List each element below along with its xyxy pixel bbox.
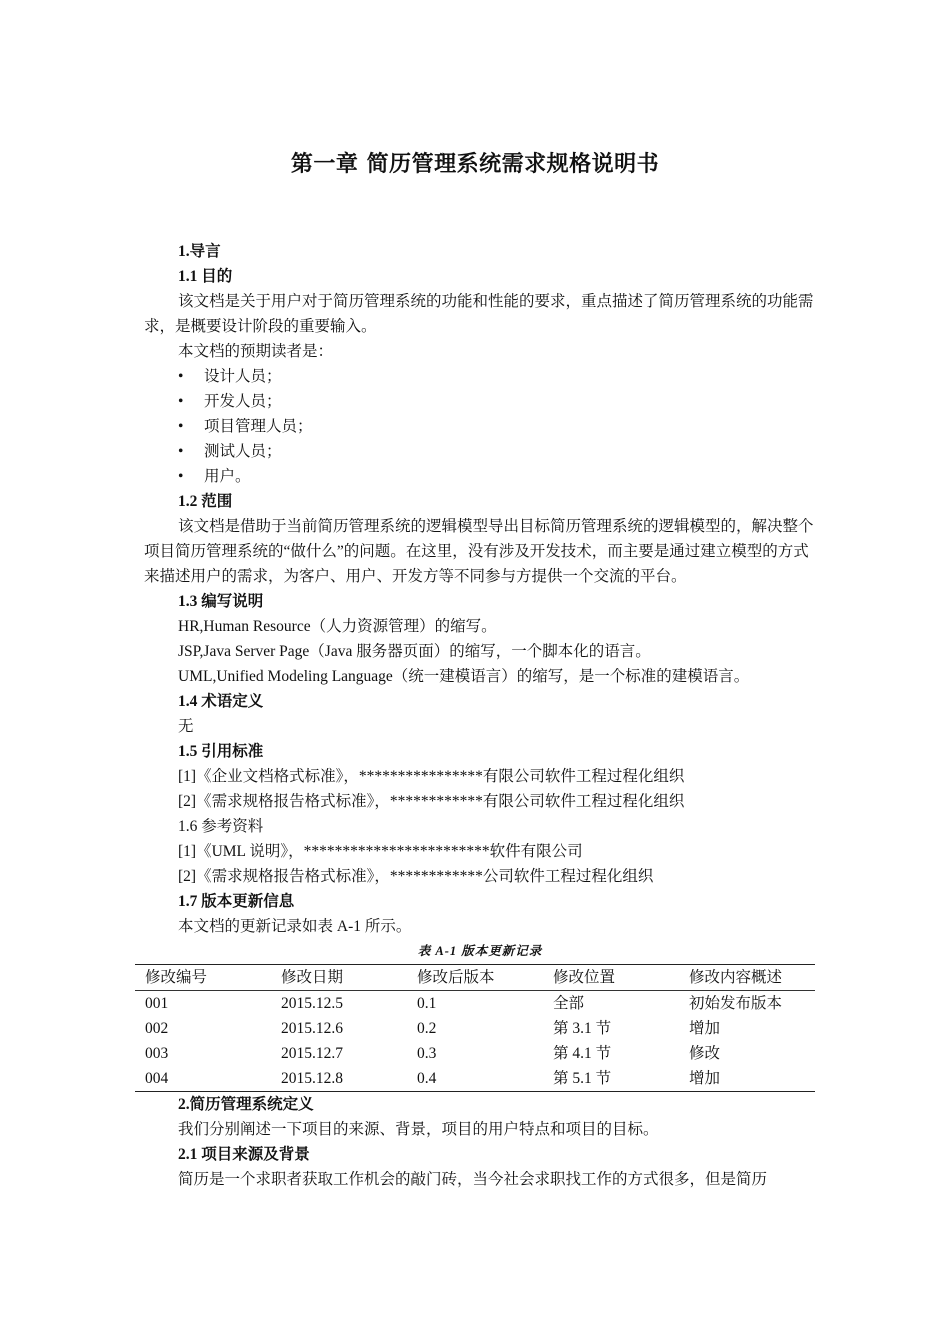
paragraph: 我们分别阐述一下项目的来源、背景，项目的用户特点和项目的目标。: [178, 1121, 659, 1138]
paragraph: 本文档的更新记录如表 A-1 所示。: [178, 918, 412, 935]
bullet-icon: •: [178, 418, 184, 435]
list-item: [144, 414, 816, 439]
version-history-table: [135, 964, 815, 1092]
table-row: [135, 1016, 815, 1041]
reference-item: [2]《需求规格报告格式标准》，************公司软件工程过程化组织: [178, 868, 654, 885]
list-item: [144, 464, 816, 489]
table-cell: 修改: [689, 1045, 721, 1062]
column-header: 修改编号: [135, 965, 271, 991]
section-heading: 1.6 参考资料: [178, 818, 264, 835]
table-header-row: [135, 965, 815, 991]
paragraph: 本文档的预期读者是：: [178, 343, 334, 360]
paragraph: JSP,Java Server Page（Java 服务器页面）的缩写，一个脚本化的语言。: [178, 643, 651, 660]
table-cell: 初始发布版本: [689, 995, 783, 1012]
table-cell: 004: [145, 1070, 169, 1087]
column-header: 修改位置: [543, 965, 679, 991]
table-cell: 0.3: [417, 1045, 437, 1062]
bullet-icon: •: [178, 468, 184, 485]
table-cell: 0.4: [417, 1070, 437, 1087]
section-heading: 1.7 版本更新信息: [178, 893, 295, 910]
section-heading: 1.5 引用标准: [178, 743, 264, 760]
paragraph: 该文档是借助于当前简历管理系统的逻辑模型导出目标简历管理系统的逻辑模型的，解决整个项目简历管理系统的“做什么”的问题。在这里，没有涉及开发技术，而主要是通过建立模型的方式来描述用户的需求，为客户、用户、开发方等不同参与方提供一个交流的平台。: [144, 518, 814, 585]
table-cell: 2015.12.8: [281, 1070, 343, 1087]
column-header: 修改日期: [271, 965, 407, 991]
list-item: [144, 364, 816, 389]
table-cell: 2015.12.7: [281, 1045, 343, 1062]
table-row: [135, 1066, 815, 1092]
table-cell: 2015.12.5: [281, 995, 343, 1012]
list-item: [144, 389, 816, 414]
section-heading: 1.4 术语定义: [178, 693, 264, 710]
table-cell: 003: [145, 1045, 169, 1062]
paragraph: 无: [178, 718, 194, 735]
table-cell: 2015.12.6: [281, 1020, 343, 1037]
table-cell: 全部: [553, 995, 585, 1012]
table-cell: 增加: [689, 1020, 721, 1037]
list-item-text: 项目管理人员；: [204, 418, 313, 435]
section-heading: 2.1 项目来源及背景: [178, 1146, 310, 1163]
page-title: 第一章 简历管理系统需求规格说明书: [290, 152, 660, 177]
list-item-text: 设计人员；: [204, 368, 282, 385]
paragraph: 该文档是关于用户对于简历管理系统的功能和性能的要求，重点描述了简历管理系统的功能需求，是概要设计阶段的重要输入。: [144, 293, 814, 335]
section-heading: 1.1 目的: [178, 268, 233, 285]
document-body: [144, 239, 816, 1192]
table-cell: 0.2: [417, 1020, 437, 1037]
table-cell: 增加: [689, 1070, 721, 1087]
section-heading: 2.简历管理系统定义: [178, 1096, 314, 1113]
table-cell: 0.1: [417, 995, 437, 1012]
paragraph: UML,Unified Modeling Language（统一建模语言）的缩写，是一个标准的建模语言。: [178, 668, 750, 685]
section-heading: 1.导言: [178, 243, 221, 260]
list-item: [144, 439, 816, 464]
bullet-icon: •: [178, 443, 184, 460]
section-heading: 1.2 范围: [178, 493, 233, 510]
bullet-icon: •: [178, 368, 184, 385]
table-cell: 001: [145, 995, 169, 1012]
paragraph: 简历是一个求职者获取工作机会的敲门砖，当今社会求职找工作的方式很多，但是简历: [178, 1171, 768, 1188]
table-row: [135, 991, 815, 1017]
reference-item: [1]《企业文档格式标准》，****************有限公司软件工程过程化组织: [178, 768, 685, 785]
table-cell: 第 4.1 节: [553, 1045, 612, 1062]
list-item-text: 开发人员；: [204, 393, 282, 410]
column-header: 修改后版本: [407, 965, 543, 991]
paragraph: HR,Human Resource（人力资源管理）的缩写。: [178, 618, 497, 635]
table-cell: 第 5.1 节: [553, 1070, 612, 1087]
section-heading: 1.3 编写说明: [178, 593, 264, 610]
reference-item: [1]《UML 说明》，************************软件有限公司: [178, 843, 583, 860]
column-header: 修改内容概述: [679, 965, 815, 991]
bullet-icon: •: [178, 393, 184, 410]
reference-item: [2]《需求规格报告格式标准》，************有限公司软件工程过程化组织: [178, 793, 685, 810]
table-cell: 002: [145, 1020, 169, 1037]
table-caption: 表 A-1 版本更新记录: [417, 944, 543, 958]
list-item-text: 测试人员；: [204, 443, 282, 460]
table-row: [135, 1041, 815, 1066]
list-item-text: 用户。: [204, 468, 251, 485]
table-cell: 第 3.1 节: [553, 1020, 612, 1037]
